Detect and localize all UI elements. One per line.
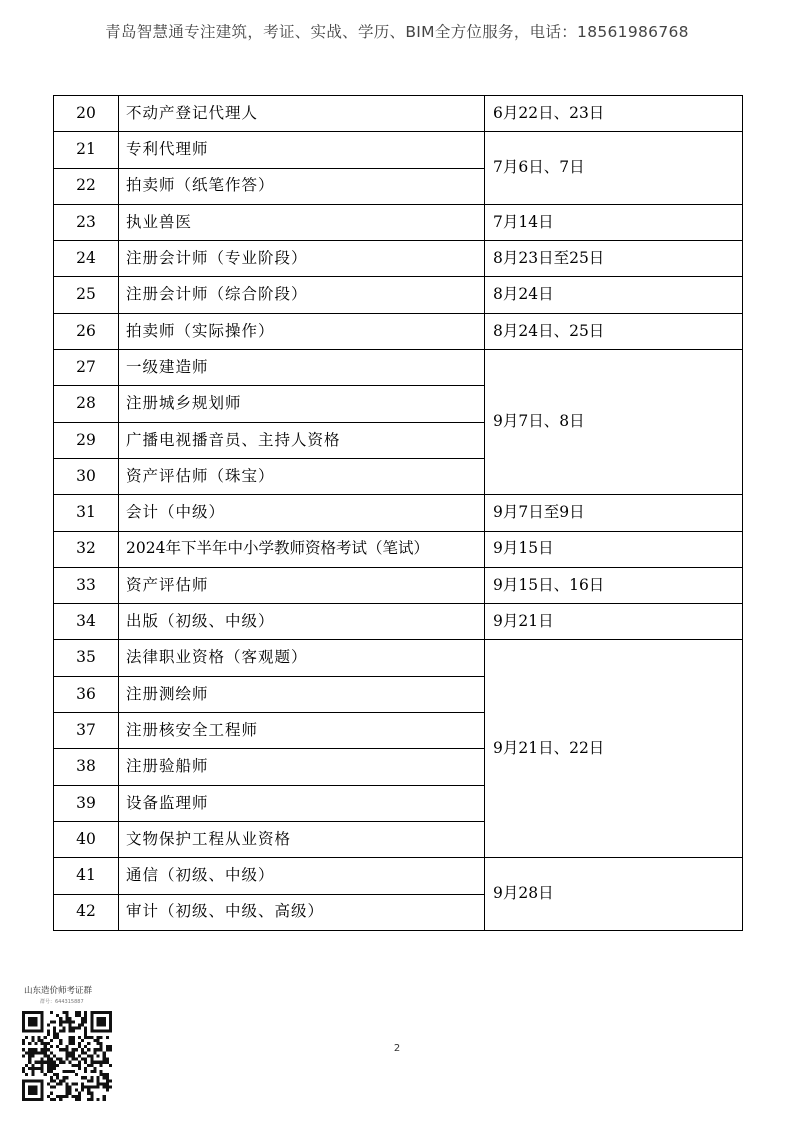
table-row [54,531,743,567]
row-number: 33 [54,567,119,603]
exam-date: 9月7日至9日 [485,495,743,531]
row-number: 39 [54,785,119,821]
exam-date: 9月28日 [485,858,743,931]
exam-schedule-table [53,95,743,931]
exam-date: 9月15日、16日 [485,567,743,603]
table-row [54,858,743,894]
row-number: 26 [54,313,119,349]
row-number: 41 [54,858,119,894]
exam-date: 9月21日 [485,604,743,640]
exam-name: 专利代理师 [119,132,485,168]
table-row [54,204,743,240]
exam-date: 8月24日 [485,277,743,313]
exam-date: 8月23日至25日 [485,241,743,277]
qr-group-label: 山东造价师考证群 [24,986,93,996]
exam-name: 注册城乡规划师 [119,386,485,422]
exam-name: 出版（初级、中级） [119,604,485,640]
exam-name: 资产评估师 [119,567,485,603]
qr-group-number: 群号：644315887 [40,999,84,1005]
table-row [54,277,743,313]
row-number: 20 [54,96,119,132]
exam-name: 审计（初级、中级、高级） [119,894,485,930]
page-header: 青岛智慧通专注建筑，考证、实战、学历、BIM全方位服务，电话：18561986768 [105,23,689,41]
exam-name: 执业兽医 [119,204,485,240]
exam-name: 资产评估师（珠宝） [119,458,485,494]
table-row [54,132,743,168]
table-row [54,96,743,132]
exam-name: 广播电视播音员、主持人资格 [119,422,485,458]
exam-name: 拍卖师（纸笔作答） [119,168,485,204]
row-number: 40 [54,821,119,857]
row-number: 29 [54,422,119,458]
exam-name: 拍卖师（实际操作） [119,313,485,349]
exam-name: 通信（初级、中级） [119,858,485,894]
table-row [54,313,743,349]
row-number: 38 [54,749,119,785]
exam-date: 9月21日、22日 [485,640,743,858]
exam-name: 注册核安全工程师 [119,713,485,749]
exam-date: 7月6日、7日 [485,132,743,205]
row-number: 35 [54,640,119,676]
exam-date: 9月7日、8日 [485,350,743,495]
exam-name: 一级建造师 [119,350,485,386]
exam-name: 注册测绘师 [119,676,485,712]
exam-name: 2024年下半年中小学教师资格考试（笔试） [119,531,485,567]
exam-date: 9月15日 [485,531,743,567]
row-number: 37 [54,713,119,749]
qr-code-icon [22,1011,112,1101]
table-row [54,350,743,386]
exam-date: 6月22日、23日 [485,96,743,132]
exam-name: 文物保护工程从业资格 [119,821,485,857]
row-number: 27 [54,350,119,386]
row-number: 30 [54,458,119,494]
exam-name: 注册验船师 [119,749,485,785]
exam-name: 法律职业资格（客观题） [119,640,485,676]
exam-name: 注册会计师（综合阶段） [119,277,485,313]
page-number: 2 [393,1043,401,1054]
row-number: 34 [54,604,119,640]
row-number: 28 [54,386,119,422]
row-number: 21 [54,132,119,168]
table-row [54,495,743,531]
exam-name: 不动产登记代理人 [119,96,485,132]
exam-name: 注册会计师（专业阶段） [119,241,485,277]
table-row [54,567,743,603]
row-number: 36 [54,676,119,712]
row-number: 31 [54,495,119,531]
row-number: 25 [54,277,119,313]
row-number: 23 [54,204,119,240]
table-row [54,241,743,277]
exam-name: 设备监理师 [119,785,485,821]
exam-name: 会计（中级） [119,495,485,531]
row-number: 42 [54,894,119,930]
row-number: 32 [54,531,119,567]
row-number: 24 [54,241,119,277]
exam-date: 7月14日 [485,204,743,240]
table-row [54,640,743,676]
row-number: 22 [54,168,119,204]
table-row [54,604,743,640]
exam-date: 8月24日、25日 [485,313,743,349]
